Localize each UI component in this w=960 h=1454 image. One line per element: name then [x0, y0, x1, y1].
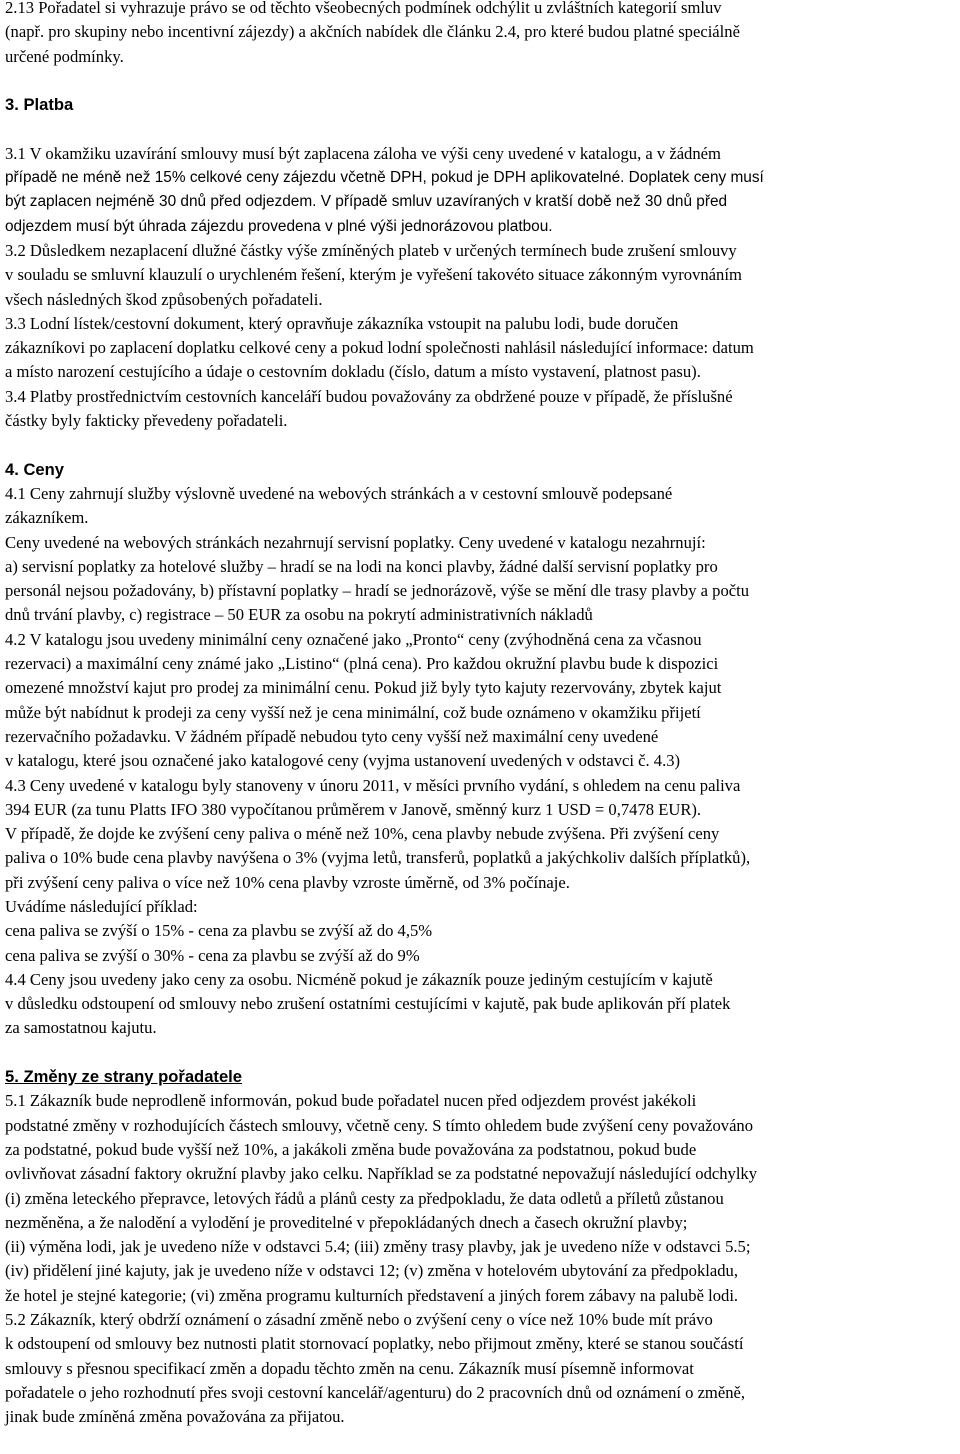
paragraph-4-3-line-5: při zvýšení ceny paliva o více než 10% cena plavby vzroste úměrně, od 3% počínaje. — [5, 872, 570, 892]
paragraph-4-4-line-3: za samostatnou kajutu. — [5, 1018, 157, 1038]
paragraph-3-1-line-1: 3.1 V okamžiku uzavírání smlouvy musí být zaplacena záloha ve výši ceny uvedené v katalogu, a v žádném — [5, 143, 721, 163]
paragraph-5-1-line-4: ovlivňovat zásadní faktory okružní plavby jako celku. Například se za podstatné nepovažují následující odchylky — [5, 1164, 758, 1184]
spacer — [5, 433, 960, 457]
paragraph-4-1-line-1: 4.1 Ceny zahrnují služby výslovně uvedené na webových stránkách a v cestovní smlouvě podepsané — [5, 483, 673, 503]
section-3-heading: 3. Platba — [5, 95, 74, 115]
paragraph-3-4-line-2: částky byly fakticky převedeny pořadateli. — [5, 411, 288, 431]
paragraph-5-1-line-9: že hotel je stejné kategorie; (vi) změna programu kulturních představení a jiných forem zábavy na palubě lodi. — [5, 1285, 739, 1305]
paragraph-5-1-line-8: (iv) přidělení jiné kajuty, jak je uvedeno níže v odstavci 12; (v) změna v hotelovém ubytování za předpokladu, — [5, 1261, 738, 1281]
paragraph-5-2-line-5: jinak bude zmíněná změna považována za přijatou. — [5, 1407, 345, 1427]
paragraph-5-1-line-7: (ii) výměna lodi, jak je uvedeno níže v odstavci 5.4; (iii) změny trasy plavby, jak je uvedeno níže v odstavci 5.5; — [5, 1237, 751, 1257]
paragraph-5-1-line-6: nezměněna, a že nalodění a vylodění je proveditelné v přepokládaných dnech a časech okružní plavby; — [5, 1212, 688, 1232]
paragraph-4-2-line-6: v katalogu, které jsou označené jako katalogové ceny (vyjma ustanovení uvedených v odstavci č. 4.3) — [5, 751, 681, 771]
paragraph-5-2-line-1: 5.2 Zákazník, který obdrží oznámení o zásadní změně nebo o zvýšení ceny o více než 10% bude mít právo — [5, 1310, 713, 1330]
paragraph-4-2-line-2: rezervaci) a maximální ceny známé jako „Listino“ (plná cena). Pro každou okružní plavbu bude k dispozici — [5, 654, 719, 674]
paragraph-4-3-line-2: 394 EUR (za tunu Platts IFO 380 vypočítanou průměrem v Janově, směnný kurz 1 USD = 0,7478 EUR). — [5, 799, 702, 819]
paragraph-4-4-line-1: 4.4 Ceny jsou uvedeny jako ceny za osobu. Nicméně pokud je zákazník pouze jediným cestujícím v kajutě — [5, 969, 713, 989]
paragraph-5-1-line-3: za podstatné, pokud bude vyšší než 10%, a jakákoli změna bude považována za podstatnou, pokud bude — [5, 1139, 697, 1159]
paragraph-4-3-line-8: cena paliva se zvýší o 30% - cena za plavbu se zvýší až do 9% — [5, 945, 420, 965]
paragraph-3-2-line-1: 3.2 Důsledkem nezaplacení dlužné částky výše zmíněných plateb v určených termínech bude zrušení smlouvy — [5, 240, 737, 260]
paragraph-3-3-line-1: 3.3 Lodní lístek/cestovní dokument, který opravňuje zákazníka vstoupit na palubu lodi, bude doručen — [5, 313, 679, 333]
paragraph-4-1-line-4: a) servisní poplatky za hotelové služby – hradí se na lodi na konci plavby, žádné další servisní poplatky pro — [5, 556, 718, 576]
paragraph-2-13-line-1: 2.13 Pořadatel si vyhrazuje právo se od těchto všeobecných podmínek odchýlit u zvláštních kategorií smluv — [5, 0, 722, 17]
paragraph-4-4-line-2: v důsledku odstoupení od smlouvy nebo zrušení ostatními cestujícími v kajutě, pak bude aplikován pří platek — [5, 994, 731, 1014]
spacer — [5, 69, 960, 93]
paragraph-5-2-line-4: pořadatele o jeho rozhodnutí přes svoji cestovní kancelář/agenturu) do 2 pracovních dnů od oznámení o změně, — [5, 1382, 746, 1402]
paragraph-3-3-line-3: a místo narození cestujícího a údaje o cestovním dokladu (číslo, datum a místo vystavení, platnost pasu). — [5, 362, 701, 382]
paragraph-4-1-line-5: personál nejsou požadovány, b) přístavní poplatky – hradí se jednorázově, výše se mění dle trasy plavby a počtu — [5, 581, 750, 601]
paragraph-4-3-line-6: Uvádíme následující příklad: — [5, 896, 198, 916]
spacer — [5, 1041, 960, 1065]
paragraph-4-2-line-5: rezervačního požadavku. V žádném případě nebudou tyto ceny vyšší než maximální ceny uvedené — [5, 726, 659, 746]
spacer — [5, 117, 960, 141]
paragraph-3-2-line-3: všech následných škod způsobených pořadateli. — [5, 289, 323, 309]
paragraph-4-3-line-7: cena paliva se zvýší o 15% - cena za plavbu se zvýší až do 4,5% — [5, 921, 433, 941]
document-page — [5, 0, 960, 1430]
paragraph-2-13-line-2: (např. pro skupiny nebo incentivní zájezdy) a akčních nabídek dle článku 2.4, pro které budou platné speciálně — [5, 22, 740, 42]
section-4-heading: 4. Ceny — [5, 459, 65, 479]
section-5-heading: 5. Změny ze strany pořadatele — [5, 1067, 243, 1087]
paragraph-4-3-line-4: paliva o 10% bude cena plavby navýšena o 3% (vyjma letů, transferů, poplatků a jakýchkoliv dalších příplatků), — [5, 848, 751, 868]
paragraph-5-1-line-1: 5.1 Zákazník bude neprodleně informován, pokud bude pořadatel nucen před odjezdem provést jakékoli — [5, 1091, 697, 1111]
paragraph-4-3-line-1: 4.3 Ceny uvedené v katalogu byly stanoveny v únoru 2011, v měsíci prvního vydání, s ohledem na cenu paliva — [5, 775, 741, 795]
paragraph-3-1-line-3: být zaplacen nejméně 30 dnů před odjezdem. V případě smluv uzavíraných v kratší době než 30 dnů před — [5, 193, 728, 211]
paragraph-5-2-line-2: k odstoupení od smlouvy bez nutnosti platit stornovací poplatky, nebo přijmout změny, které se stanou součástí — [5, 1334, 744, 1354]
paragraph-4-3-line-3: V případě, že dojde ke zvýšení ceny paliva o méně než 10%, cena plavby nebude zvýšena. Při zvýšení ceny — [5, 824, 720, 844]
paragraph-5-1-line-2: podstatné změny v rozhodujících částech smlouvy, včetně ceny. S tímto ohledem bude zvýšení ceny považováno — [5, 1115, 754, 1135]
paragraph-4-1-line-2: zákazníkem. — [5, 508, 89, 528]
paragraph-3-1-line-2: případě ne méně než 15% celkové ceny zájezdu včetně DPH, pokud je DPH aplikovatelné. Doplatek ceny musí — [5, 169, 764, 187]
paragraph-5-2-line-3: smlouvy s přesnou specifikací změn a dopadu těchto změn na cenu. Zákazník musí písemně informovat — [5, 1358, 694, 1378]
paragraph-5-1-line-5: (i) změna leteckého přepravce, letových řádů a plánů cesty za předpokladu, že data odletů a příletů zůstanou — [5, 1188, 724, 1208]
paragraph-4-2-line-1: 4.2 V katalogu jsou uvedeny minimální ceny označené jako „Pronto“ ceny (zvýhodněná cena za včasnou — [5, 629, 702, 649]
paragraph-3-1-line-4: odjezdem musí být úhrada zájezdu provedena v plné výši jednorázovou platbou. — [5, 217, 553, 235]
paragraph-3-3-line-2: zákazníkovi po zaplacení doplatku celkové ceny a pokud lodní společnosti nahlásil následující informace: datum — [5, 338, 754, 358]
paragraph-2-13-line-3: určené podmínky. — [5, 46, 124, 66]
paragraph-4-2-line-3: omezené množství kajut pro prodej za minimální cenu. Pokud již byly tyto kajuty rezervovány, zbytek kajut — [5, 678, 722, 698]
paragraph-4-2-line-4: může být nabídnut k prodeji za ceny vyšší než je cena minimální, což bude oznámeno v okamžiku přijetí — [5, 702, 701, 722]
paragraph-3-4-line-1: 3.4 Platby prostřednictvím cestovních kanceláří budou považovány za obdržené pouze v případě, že příslušné — [5, 386, 733, 406]
paragraph-4-1-line-6: dnů trvání plavby, c) registrace – 50 EUR za osobu na pokrytí administrativních nákladů — [5, 605, 593, 625]
paragraph-3-2-line-2: v souladu se smluvní klauzulí o urychleném řešení, kterým je vyřešení takovéto situace zákonným vyrovnáním — [5, 265, 742, 285]
paragraph-4-1-line-3: Ceny uvedené na webových stránkách nezahrnují servisní poplatky. Ceny uvedené v katalogu nezahrnují: — [5, 532, 706, 552]
